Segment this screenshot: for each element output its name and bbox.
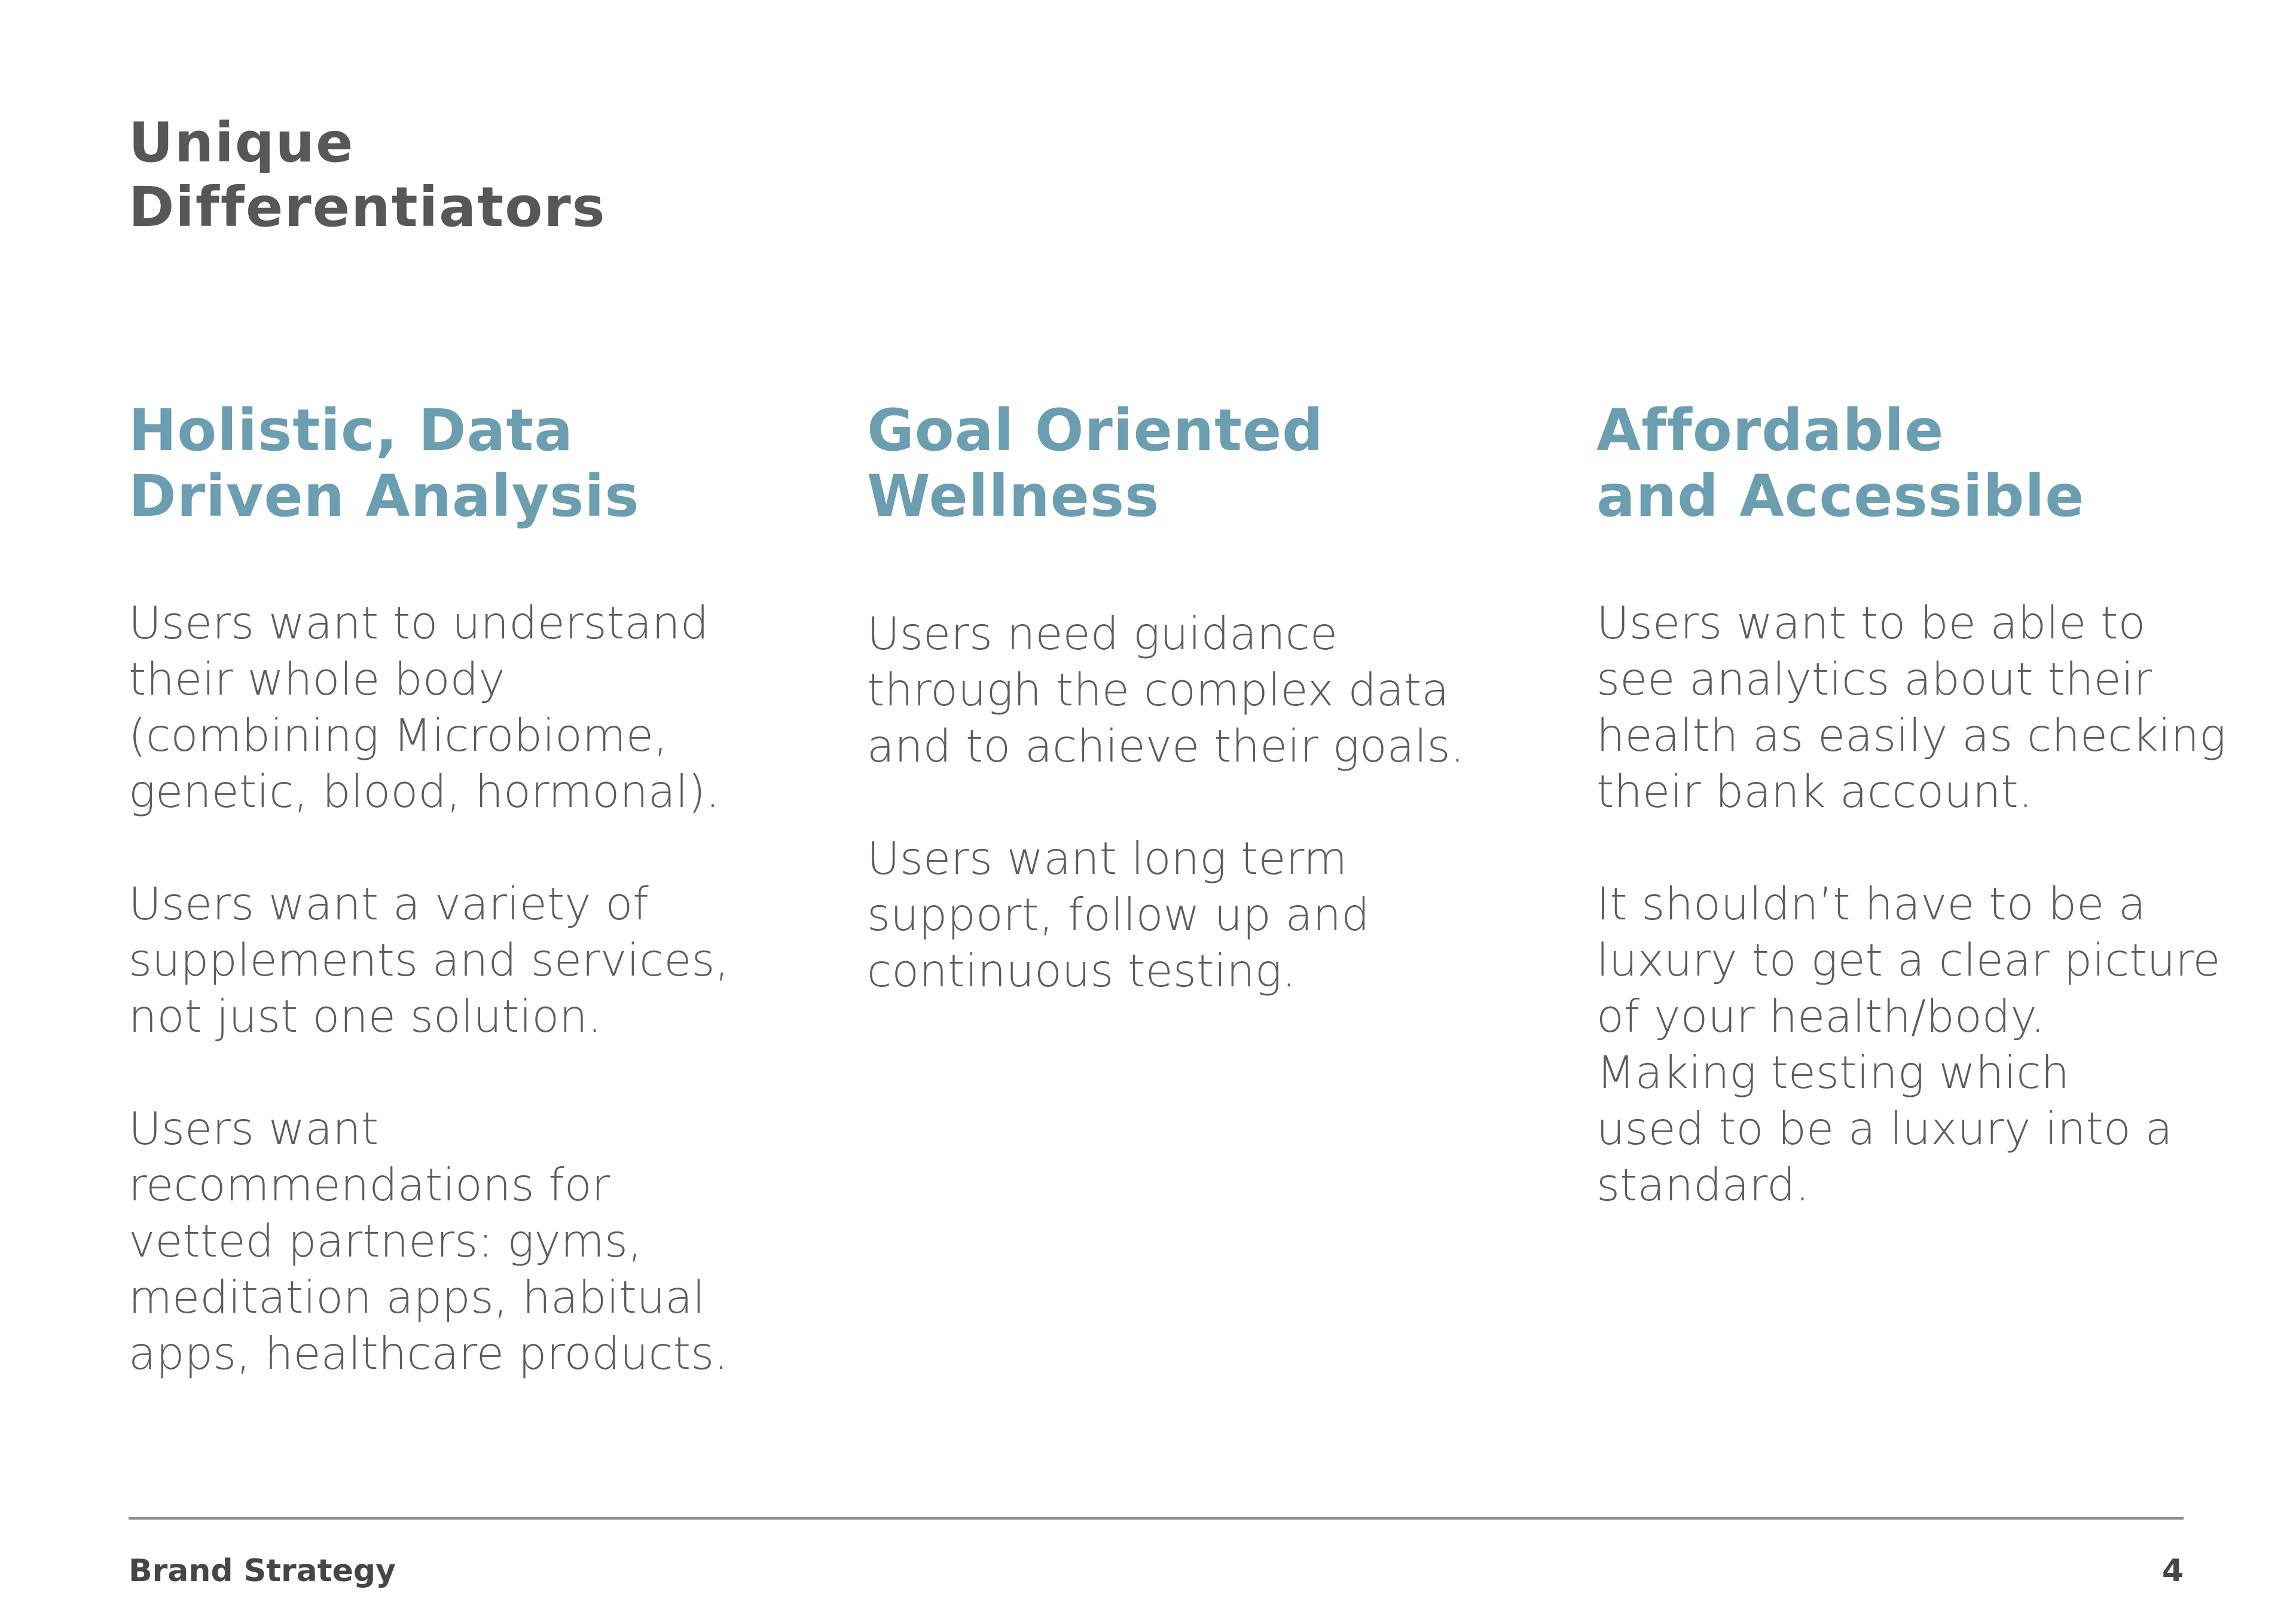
column-paragraph bbox=[1596, 876, 2254, 1213]
paragraph-line: vetted partners: gyms, bbox=[129, 1215, 642, 1267]
column-paragraph bbox=[129, 876, 762, 1044]
paragraph-line: It shouldn’t have to be a bbox=[1596, 878, 2147, 930]
column-paragraph bbox=[867, 606, 1501, 774]
paragraph-line: meditation apps, habitual bbox=[129, 1271, 706, 1324]
page-number: 4 bbox=[2161, 1553, 2184, 1589]
paragraph-line: Users want bbox=[129, 1102, 379, 1155]
column-paragraph bbox=[129, 1101, 762, 1381]
paragraph-line: apps, healthcare products. bbox=[129, 1327, 729, 1380]
page-title-line-2: Differentiators bbox=[129, 175, 606, 239]
paragraph-line: health as easily as checking bbox=[1596, 709, 2227, 762]
column-body bbox=[1596, 595, 2254, 1213]
paragraph-line: through the complex data bbox=[867, 664, 1449, 716]
paragraph-line: of your health/body. bbox=[1596, 990, 2045, 1043]
paragraph-line: Users want long term bbox=[867, 832, 1348, 885]
paragraph-line: standard. bbox=[1596, 1159, 1810, 1211]
paragraph-line: their whole body bbox=[129, 653, 505, 705]
paragraph-line: Users want to understand bbox=[129, 597, 709, 649]
paragraph-line: Users want to be able to bbox=[1596, 597, 2146, 649]
paragraph-line: Users need guidance bbox=[867, 607, 1338, 660]
column-heading bbox=[867, 398, 1501, 529]
paragraph-line: support, follow up and bbox=[867, 888, 1370, 941]
column-heading-line: and Accessible bbox=[1596, 463, 2085, 530]
paragraph-line: (combining Microbiome, bbox=[129, 709, 668, 762]
paragraph-line: used to be a luxury into a bbox=[1596, 1102, 2173, 1155]
paragraph-line: recommendations for bbox=[129, 1159, 610, 1211]
column-body bbox=[867, 606, 1501, 999]
column-heading-line: Affordable bbox=[1596, 397, 1944, 464]
differentiator-column-goal-oriented bbox=[867, 398, 1501, 1055]
column-heading bbox=[1596, 398, 2254, 529]
paragraph-line: continuous testing. bbox=[867, 945, 1296, 997]
column-heading-line: Wellness bbox=[867, 463, 1160, 530]
paragraph-line: their bank account. bbox=[1596, 765, 2033, 818]
column-heading-line: Goal Oriented bbox=[867, 397, 1324, 464]
paragraph-line: not just one solution. bbox=[129, 990, 602, 1043]
footer-divider bbox=[129, 1517, 2184, 1520]
paragraph-line: Users want a variety of bbox=[129, 878, 649, 930]
paragraph-line: genetic, blood, hormonal). bbox=[129, 765, 720, 818]
paragraph-line: luxury to get a clear picture bbox=[1596, 934, 2221, 986]
column-paragraph bbox=[1596, 595, 2254, 820]
paragraph-line: and to achieve their goals. bbox=[867, 720, 1465, 772]
column-body bbox=[129, 595, 762, 1381]
footer-section-label: Brand Strategy bbox=[129, 1553, 396, 1589]
differentiator-column-holistic bbox=[129, 398, 762, 1438]
paragraph-line: Making testing which bbox=[1596, 1046, 2070, 1099]
column-heading-line: Holistic, Data bbox=[129, 397, 573, 464]
page-title-line-1: Unique bbox=[129, 111, 355, 175]
paragraph-line: supplements and services, bbox=[129, 934, 729, 986]
column-paragraph bbox=[129, 595, 762, 820]
differentiator-column-affordable bbox=[1596, 398, 2254, 1269]
paragraph-line: see analytics about their bbox=[1596, 653, 2152, 705]
page-title bbox=[129, 111, 606, 240]
column-heading-line: Driven Analysis bbox=[129, 463, 640, 530]
column-heading bbox=[129, 398, 762, 529]
column-paragraph bbox=[867, 830, 1501, 999]
